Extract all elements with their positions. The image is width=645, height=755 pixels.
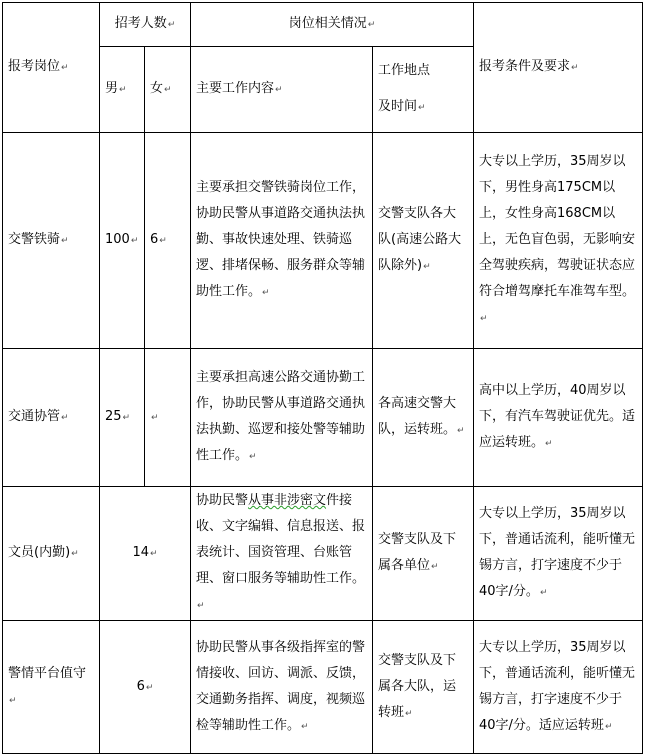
header-place-time-line1: 工作地点 [378,63,431,78]
duties-text: 主要承担高速公路交通协勤工作，协助民警从事道路交通执法执勤、巡逻和接处警等辅助性工作。 [196,370,366,463]
cell-place [373,621,474,754]
female-count-text: 6 [150,232,159,247]
header-recruit-count-text: 招考人数 [114,16,167,31]
paragraph-mark: ↵ [480,314,488,324]
paragraph-mark: ↵ [423,262,431,272]
recruitment-table [2,2,643,754]
cell-female-count [145,349,191,487]
position-text: 交警铁骑 [8,232,61,247]
paragraph-mark: ↵ [122,413,131,423]
table-row [3,349,643,487]
table-row [3,487,643,621]
header-place-time [373,47,474,133]
total-count-text: 14 [132,545,149,560]
place-text: 交警支队及下属各单位 [378,532,457,573]
duties-text: 协助民警从事各级指挥室的警情接收、回访、调派、反馈，交通勤务指挥、调度，视频巡检等辅助性工作。 [196,639,366,733]
male-count-text: 100 [105,232,130,247]
header-requirements [474,3,643,133]
paragraph-mark: ↵ [197,601,205,611]
requirements-text: 大专以上学历，35周岁以下，普通话流利，能听懂无锡方言，打字速度不少于40字/分。适应运转班 [479,639,636,733]
place-text: 交警支队及下属各大队，运转班 [378,652,457,720]
cell-place [373,133,474,349]
paragraph-mark: ↵ [167,20,176,30]
total-count-text: 6 [136,678,145,694]
paragraph-mark: ↵ [9,695,17,706]
paragraph-mark: ↵ [539,588,548,598]
cell-duties [191,621,373,754]
male-count-text: 25 [105,409,122,424]
paragraph-mark: ↵ [301,721,309,732]
header-female-text: 女 [150,81,164,96]
cell-duties [191,349,373,487]
paragraph-mark: ↵ [545,439,553,449]
requirements-text: 大专以上学历，35周岁以下，普通话流利，能听懂无锡方言，打字速度不少于40字/分。 [479,506,636,599]
cell-total-count [100,487,191,621]
header-requirements-text: 报考条件及要求 [479,59,571,74]
position-text: 文员(内勤) [8,545,71,560]
cell-place [373,487,474,621]
table-row [3,133,643,349]
paragraph-mark: ↵ [61,413,69,423]
cell-requirements [474,487,643,621]
paragraph-mark: ↵ [159,236,167,246]
cell-total-count [100,621,191,754]
header-row-1 [3,3,643,47]
header-male [100,47,145,133]
cell-place [373,349,474,487]
paragraph-mark: ↵ [367,20,376,30]
header-female [145,47,191,133]
paragraph-mark: ↵ [130,236,139,246]
duties-text-start: 协助民警 [196,493,249,508]
paragraph-mark: ↵ [418,103,426,113]
paragraph-mark: ↵ [457,426,465,436]
cell-duties [191,133,373,349]
cell-requirements [474,621,643,754]
header-place-time-line2: 及时间 [378,99,418,114]
paragraph-mark: ↵ [61,236,69,246]
paragraph-mark: ↵ [405,708,413,719]
cell-duties [191,487,373,621]
paragraph-mark: ↵ [150,549,158,559]
position-text: 交通协管 [8,409,61,424]
header-male-text: 男 [105,81,119,96]
paragraph-mark: ↵ [431,562,439,572]
requirements-text: 高中以上学历，40周岁以下，有汽车驾驶证优先。适应运转班。 [479,383,636,450]
header-position [3,3,100,133]
place-text: 各高速交警大队，运转班。 [378,396,457,437]
header-position-text: 报考岗位 [8,59,61,74]
paragraph-mark: ↵ [164,85,172,95]
paragraph-mark: ↵ [275,85,283,95]
paragraph-mark: ↵ [262,288,270,298]
paragraph-mark: ↵ [249,452,257,462]
position-text: 警情平台值守 [8,665,87,681]
paragraph-mark: ↵ [151,413,159,423]
paragraph-mark: ↵ [61,63,69,73]
duties-text: 主要承担交警铁骑岗位工作，协助民警从事道路交通执法执勤、事故快速处理、铁骑巡逻、排堵保畅、服务群众等辅助性工作。 [196,180,366,299]
requirements-text: 大专以上学历，35周岁以下，男性身高175CM以上，女性身高168CM以上，无色盲色弱，无影响安全驾驶疾病，驾驶证状态应符合增驾摩托车准驾车型。 [479,154,636,299]
header-job-info-text: 岗位相关情况 [288,16,367,31]
header-job-info [191,3,474,47]
cell-female-count [145,133,191,349]
cell-requirements [474,349,643,487]
paragraph-mark: ↵ [571,63,579,73]
cell-position [3,349,100,487]
paragraph-mark: ↵ [119,85,127,95]
header-main-duties [191,47,373,133]
cell-male-count [100,133,145,349]
header-recruit-count [100,3,191,47]
paragraph-mark: ↵ [604,721,613,732]
table-row [3,621,643,754]
header-main-duties-text: 主要工作内容 [196,81,275,96]
paragraph-mark: ↵ [145,682,154,693]
cell-position [3,487,100,621]
cell-position [3,133,100,349]
duties-text-underlined: 从事非涉密文 [248,493,327,508]
paragraph-mark: ↵ [71,549,79,559]
cell-male-count [100,349,145,487]
place-text: 交警支队各大队(高速公路大队除外) [378,206,462,273]
duties-text-end: 件接收、文字编辑、信息报送、报表统计、国资管理、台账管理、窗口服务等辅助性工作。 [196,493,366,586]
cell-position [3,621,100,754]
cell-requirements [474,133,643,349]
